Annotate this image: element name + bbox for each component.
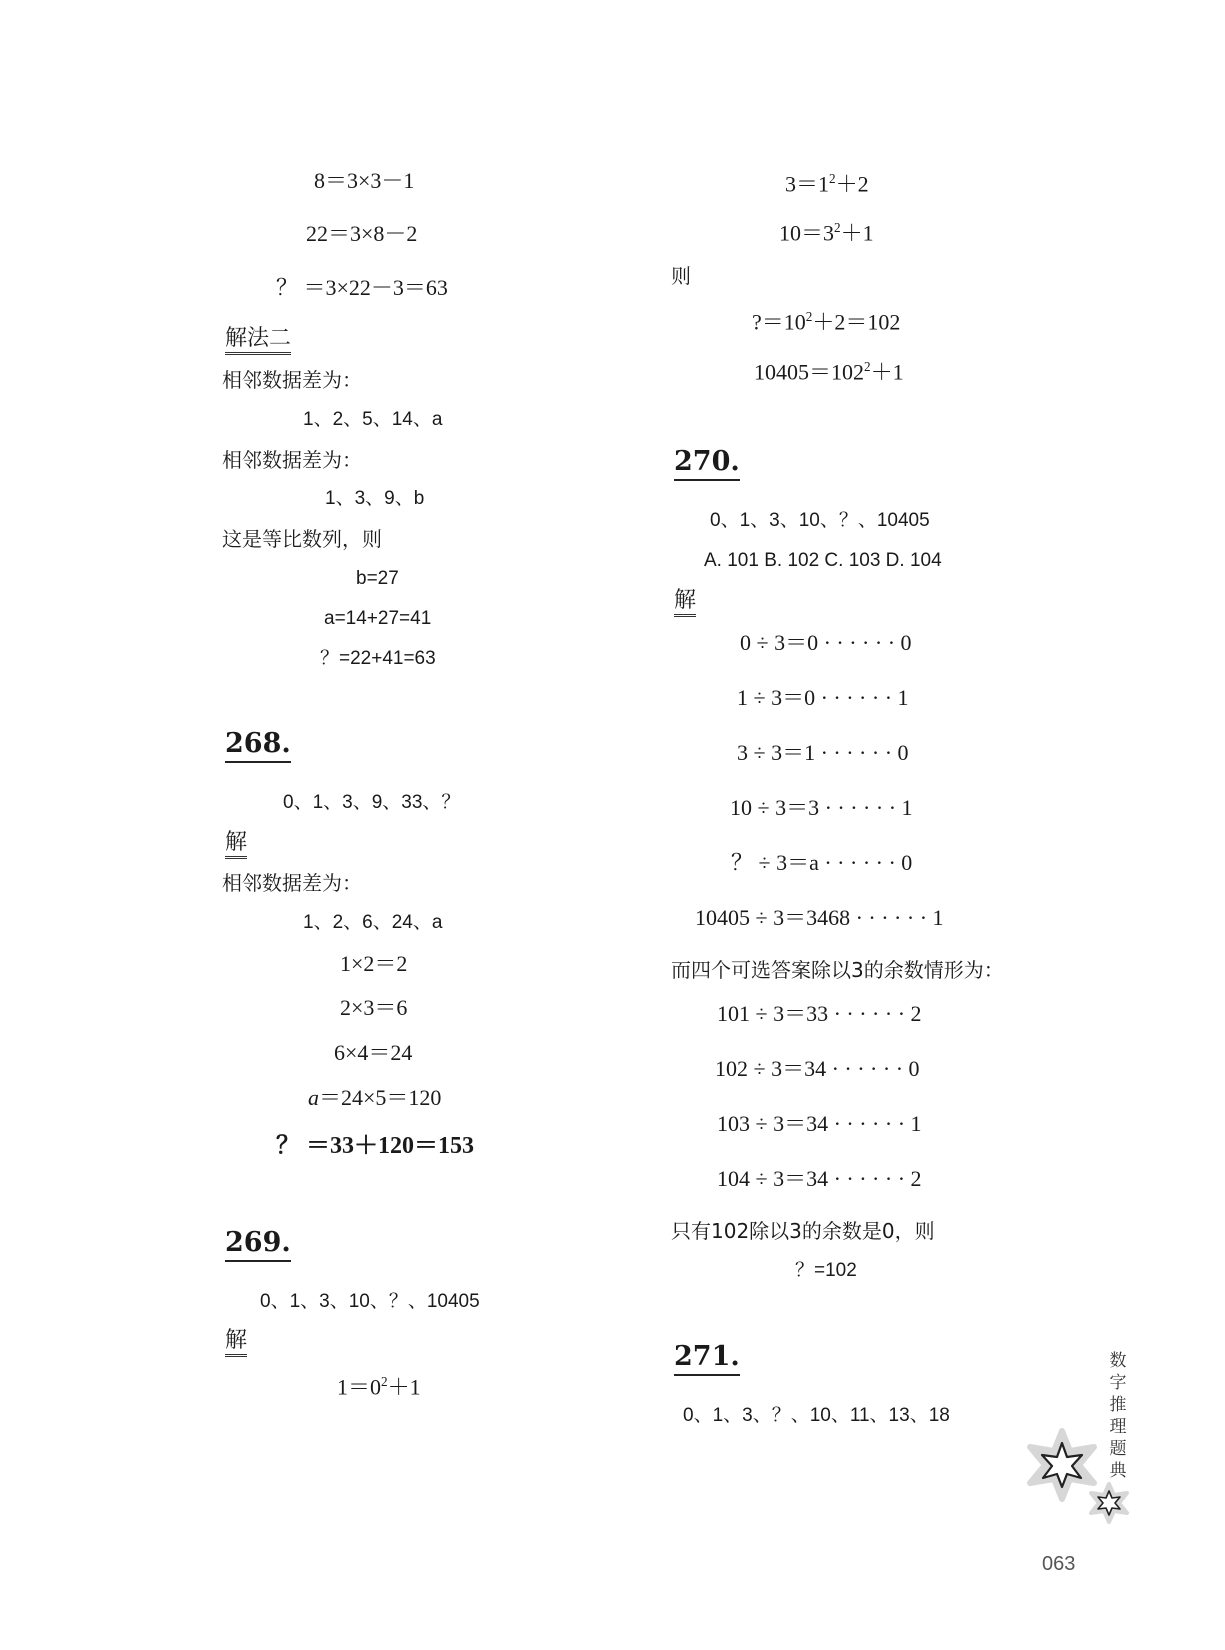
problem-sequence: 0、1、3、？、10、11、13、18 <box>683 1405 950 1426</box>
division-line: 103 ÷ 3＝34 · · · · · · 1 <box>717 1111 922 1136</box>
options-intro: 而四个可选答案除以3的余数情形为： <box>671 958 1004 982</box>
division-line: 102 ÷ 3＝34 · · · · · · 0 <box>715 1056 920 1081</box>
solution-label: 解 <box>225 1330 247 1357</box>
equation: ？ ＝3×22－3＝63 <box>276 275 448 300</box>
diff-sequence: 1、2、6、24、a <box>303 912 443 933</box>
problem-number-271: 271. <box>674 1343 740 1376</box>
b-line: b=27 <box>356 568 399 589</box>
division-line: 104 ÷ 3＝34 · · · · · · 2 <box>717 1166 922 1191</box>
answer-options: A. 101 B. 102 C. 103 D. 104 <box>704 550 942 571</box>
division-line: 10405 ÷ 3＝3468 · · · · · · 1 <box>695 905 944 930</box>
division-line: ？ ÷ 3＝a · · · · · · 0 <box>731 850 913 875</box>
equation: 22＝3×8－2 <box>306 221 418 246</box>
page-number: 063 <box>1042 1553 1076 1575</box>
diff-sequence: 1、2、5、14、a <box>303 409 443 430</box>
a-line: a=14+27=41 <box>324 608 432 629</box>
conclusion-text: 只有102除以3的余数是0，则 <box>671 1219 935 1243</box>
problem-number-268: 268. <box>225 730 291 763</box>
problem-sequence: 0、1、3、9、33、？ <box>283 792 461 813</box>
then-text: 则 <box>671 264 691 288</box>
division-line: 0 ÷ 3＝0 · · · · · · 0 <box>740 630 912 655</box>
geometric-text: 这是等比数列，则 <box>222 527 382 551</box>
equation: $10405=102^2+1$ <box>754 359 904 385</box>
equation: $3=1^2+2$ <box>785 171 869 197</box>
side-book-title: 数 字 推 理 题 典 <box>1109 1351 1127 1481</box>
solution-label: 解 <box>674 590 696 617</box>
equation: 1×2＝2 <box>340 951 408 976</box>
final-answer: ？ ＝33＋120＝153 <box>276 1133 474 1159</box>
star-icon <box>1088 1482 1130 1524</box>
problem-number-269: 269. <box>225 1229 291 1262</box>
division-line: 1 ÷ 3＝0 · · · · · · 1 <box>737 685 909 710</box>
problem-number-270: 270. <box>674 448 740 481</box>
solution-label: 解 <box>225 832 247 859</box>
equation: $?=10^2+2=102$ <box>752 309 901 335</box>
equation: a＝24×5＝120 <box>308 1085 442 1110</box>
diff-label: 相邻数据差为： <box>222 368 362 392</box>
method-2-label: 解法二 <box>225 328 291 355</box>
division-line: 101 ÷ 3＝33 · · · · · · 2 <box>717 1001 922 1026</box>
equation: 2×3＝6 <box>340 995 408 1020</box>
equation: $10=3^2+1$ <box>779 220 874 246</box>
division-line: 10 ÷ 3＝3 · · · · · · 1 <box>730 795 913 820</box>
diff-label: 相邻数据差为： <box>222 871 362 895</box>
diff-label: 相邻数据差为： <box>222 448 362 472</box>
problem-sequence: 0、1、3、10、？、10405 <box>710 510 930 531</box>
equation: 6×4＝24 <box>334 1040 413 1065</box>
problem-sequence: 0、1、3、10、？、10405 <box>260 1291 480 1312</box>
division-line: 3 ÷ 3＝1 · · · · · · 0 <box>737 740 909 765</box>
equation: 8＝3×3－1 <box>314 168 415 193</box>
answer-line: ？=102 <box>795 1260 857 1281</box>
answer-line: ？=22+41=63 <box>320 648 436 669</box>
diff-sequence: 1、3、9、b <box>325 488 425 509</box>
equation: $1=0^2+1$ <box>337 1374 421 1400</box>
